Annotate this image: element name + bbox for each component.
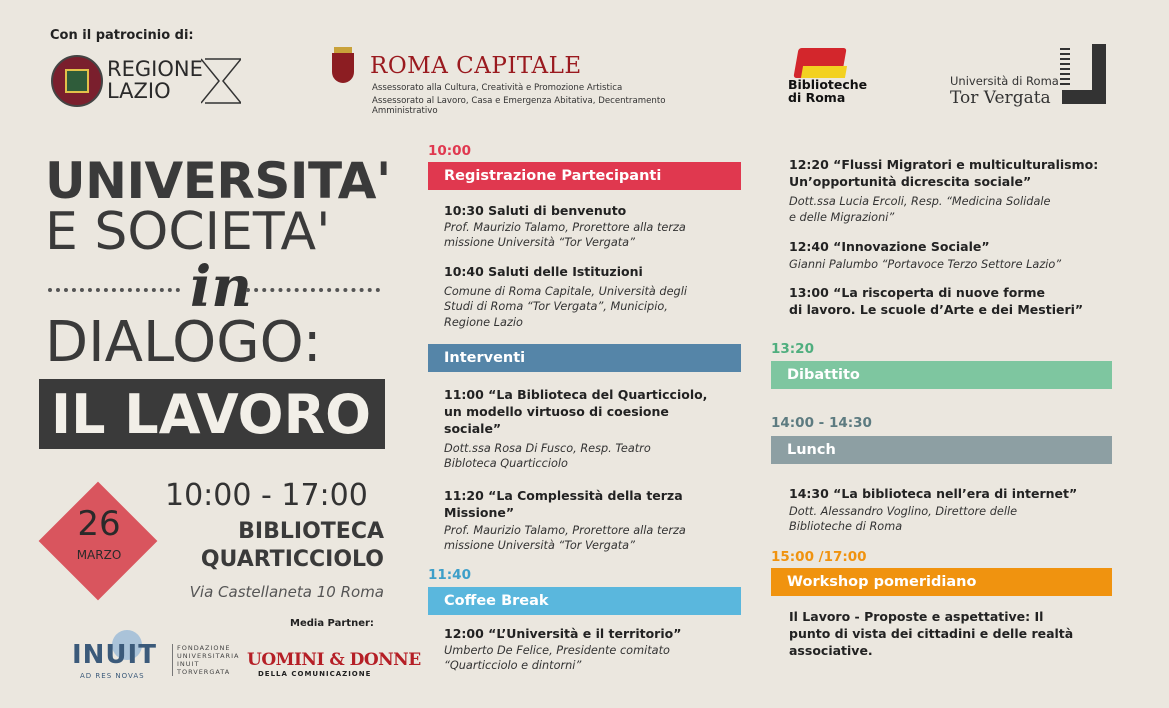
biblioteche-text bbox=[788, 78, 867, 104]
regione-line1: REGIONE bbox=[107, 57, 203, 81]
item-1430-title: 14:30 “La biblioteca nell’era di internet” bbox=[789, 486, 1078, 501]
inuit-text: INUIT bbox=[72, 640, 157, 670]
hour-1400: 14:00 - 14:30 bbox=[771, 415, 872, 431]
event-day: 26 bbox=[77, 504, 121, 544]
item-1120-title2: Missione” bbox=[444, 505, 515, 520]
fondazione-line4: TORVERGATA bbox=[177, 668, 231, 676]
item-1240-speaker: Gianni Palumbo “Portavoce Terzo Settore Lazio” bbox=[789, 258, 1062, 271]
workshop-bar: Workshop pomeridiano bbox=[771, 568, 1112, 596]
uomini-donne-sub: DELLA COMUNICAZIONE bbox=[258, 670, 372, 678]
event-time: 10:00 - 17:00 bbox=[165, 478, 368, 513]
dotted-divider-left bbox=[48, 288, 180, 292]
tor-vergata-line2: Tor Vergata bbox=[950, 88, 1051, 108]
item-1220-title1: 12:20 “Flussi Migratori e multiculturalismo: bbox=[789, 157, 1099, 172]
interventi-bar: Interventi bbox=[428, 344, 741, 372]
hour-1140: 11:40 bbox=[428, 567, 471, 583]
item-1300-title2: di lavoro. Le scuole d’Arte e dei Mestieri” bbox=[789, 302, 1084, 317]
roma-title: ROMA CAPITALE bbox=[370, 53, 582, 79]
inuit-sub: AD RES NOVAS bbox=[80, 672, 145, 680]
title-highlight-box bbox=[39, 379, 385, 449]
roma-capitale-logo bbox=[332, 50, 732, 116]
biblioteche-line2: di Roma bbox=[788, 90, 846, 105]
item-1300-title1: 13:00 “La riscoperta di nuove forme bbox=[789, 285, 1045, 300]
item-1220-title2: Un’opportunità dicrescita sociale” bbox=[789, 174, 1032, 189]
item-1030-speaker2: missione Università “Tor Vergata” bbox=[444, 236, 635, 249]
hour-1500: 15:00 /17:00 bbox=[771, 549, 867, 565]
hour-1000: 10:00 bbox=[428, 143, 471, 159]
fondazione-text bbox=[172, 644, 239, 676]
hour-1320: 13:20 bbox=[771, 341, 814, 357]
roma-shield-icon bbox=[332, 53, 354, 83]
workshop-desc3: associative. bbox=[789, 643, 873, 658]
item-1200-speaker1: Umberto De Felice, Presidente comitato bbox=[444, 644, 670, 657]
patronage-label: Con il patrocinio di: bbox=[50, 28, 194, 43]
item-1220-speaker2: e delle Migrazioni” bbox=[789, 211, 895, 224]
item-1030-speaker1: Prof. Maurizio Talamo, Prorettore alla terza bbox=[444, 221, 686, 234]
venue-line2: QUARTICCIOLO bbox=[200, 547, 384, 572]
item-1430-speaker1: Dott. Alessandro Voglino, Direttore delle bbox=[789, 505, 1018, 518]
lunch-bar: Lunch bbox=[771, 436, 1112, 464]
title-highlight: IL LAVORO bbox=[51, 383, 372, 446]
title-line3: DIALOGO: bbox=[45, 310, 322, 375]
item-1240-title: 12:40 “Innovazione Sociale” bbox=[789, 239, 990, 254]
title-line2: E SOCIETA' bbox=[45, 202, 331, 262]
item-1100-title2: un modello virtuoso di coesione bbox=[444, 404, 669, 419]
event-address: Via Castellaneta 10 Roma bbox=[189, 583, 384, 601]
fondazione-line1: FONDAZIONE bbox=[177, 644, 231, 652]
item-1200-title: 12:00 “L’Università e il territorio” bbox=[444, 626, 682, 641]
regione-line2: LAZIO bbox=[107, 79, 171, 103]
workshop-desc1: Il Lavoro - Proposte e aspettative: Il bbox=[789, 609, 1044, 624]
biblioteche-di-roma-logo bbox=[788, 46, 878, 108]
item-1120-speaker2: missione Università “Tor Vergata” bbox=[444, 539, 635, 552]
roma-sub2: Assessorato al Lavoro, Casa e Emergenza Abitativa, Decentramento Amministrativo bbox=[372, 96, 666, 116]
item-1200-speaker2: “Quarticciolo e dintorni” bbox=[444, 659, 582, 672]
item-1120-title1: 11:20 “La Complessità della terza bbox=[444, 488, 683, 503]
tor-vergata-logo bbox=[950, 44, 1110, 108]
tor-vergata-mark-icon bbox=[1060, 44, 1108, 104]
event-month: MARZO bbox=[76, 548, 122, 562]
regione-x-mark-icon bbox=[201, 57, 241, 105]
regione-lazio-logo bbox=[51, 55, 241, 107]
dibattito-bar: Dibattito bbox=[771, 361, 1112, 389]
item-1120-speaker1: Prof. Maurizio Talamo, Prorettore alla terza bbox=[444, 524, 686, 537]
item-1100-title1: 11:00 “La Biblioteca del Quarticciolo, bbox=[444, 387, 708, 402]
biblioteche-line1: Biblioteche bbox=[788, 77, 868, 92]
inuit-logo bbox=[72, 630, 172, 680]
item-1220-speaker1: Dott.ssa Lucia Ercoli, Resp. “Medicina Solidale bbox=[789, 195, 1051, 208]
roma-sub1: Assessorato alla Cultura, Creatività e Promozione Artistica bbox=[372, 83, 623, 93]
fondazione-line3: INUIT bbox=[177, 660, 200, 668]
tor-vergata-line1: Università di Roma bbox=[950, 74, 1059, 88]
regione-shield-icon bbox=[51, 55, 103, 107]
title-connector: in bbox=[190, 254, 252, 320]
event-venue bbox=[184, 518, 384, 574]
item-1040-line3: Regione Lazio bbox=[444, 316, 523, 329]
item-1040-title: 10:40 Saluti delle Istituzioni bbox=[444, 264, 643, 279]
item-1100-title3: sociale” bbox=[444, 421, 502, 436]
item-1040-line1: Comune di Roma Capitale, Università degli bbox=[444, 285, 687, 298]
regione-logo-text bbox=[107, 58, 203, 102]
item-1030-title: 10:30 Saluti di benvenuto bbox=[444, 203, 627, 218]
media-partner-label: Media Partner: bbox=[290, 618, 374, 629]
item-1430-speaker2: Biblioteche di Roma bbox=[789, 520, 903, 533]
title-line1: UNIVERSITA' bbox=[45, 152, 391, 210]
fondazione-line2: UNIVERSITARIA bbox=[177, 652, 240, 660]
item-1100-speaker1: Dott.ssa Rosa Di Fusco, Resp. Teatro bbox=[444, 442, 651, 455]
registrazione-bar: Registrazione Partecipanti bbox=[428, 162, 741, 190]
coffee-bar: Coffee Break bbox=[428, 587, 741, 615]
uomini-donne-logo: UOMINI & DONNE bbox=[247, 650, 421, 670]
venue-line1: BIBLIOTECA bbox=[238, 519, 384, 544]
roma-crown-icon bbox=[334, 47, 352, 53]
item-1040-line2: Studi di Roma “Tor Vergata”, Municipio, bbox=[444, 300, 668, 313]
item-1100-speaker2: Bibloteca Quarticciolo bbox=[444, 457, 568, 470]
workshop-desc2: punto di vista dei cittadini e delle realtà bbox=[789, 626, 1074, 641]
dotted-divider-right bbox=[246, 288, 380, 292]
